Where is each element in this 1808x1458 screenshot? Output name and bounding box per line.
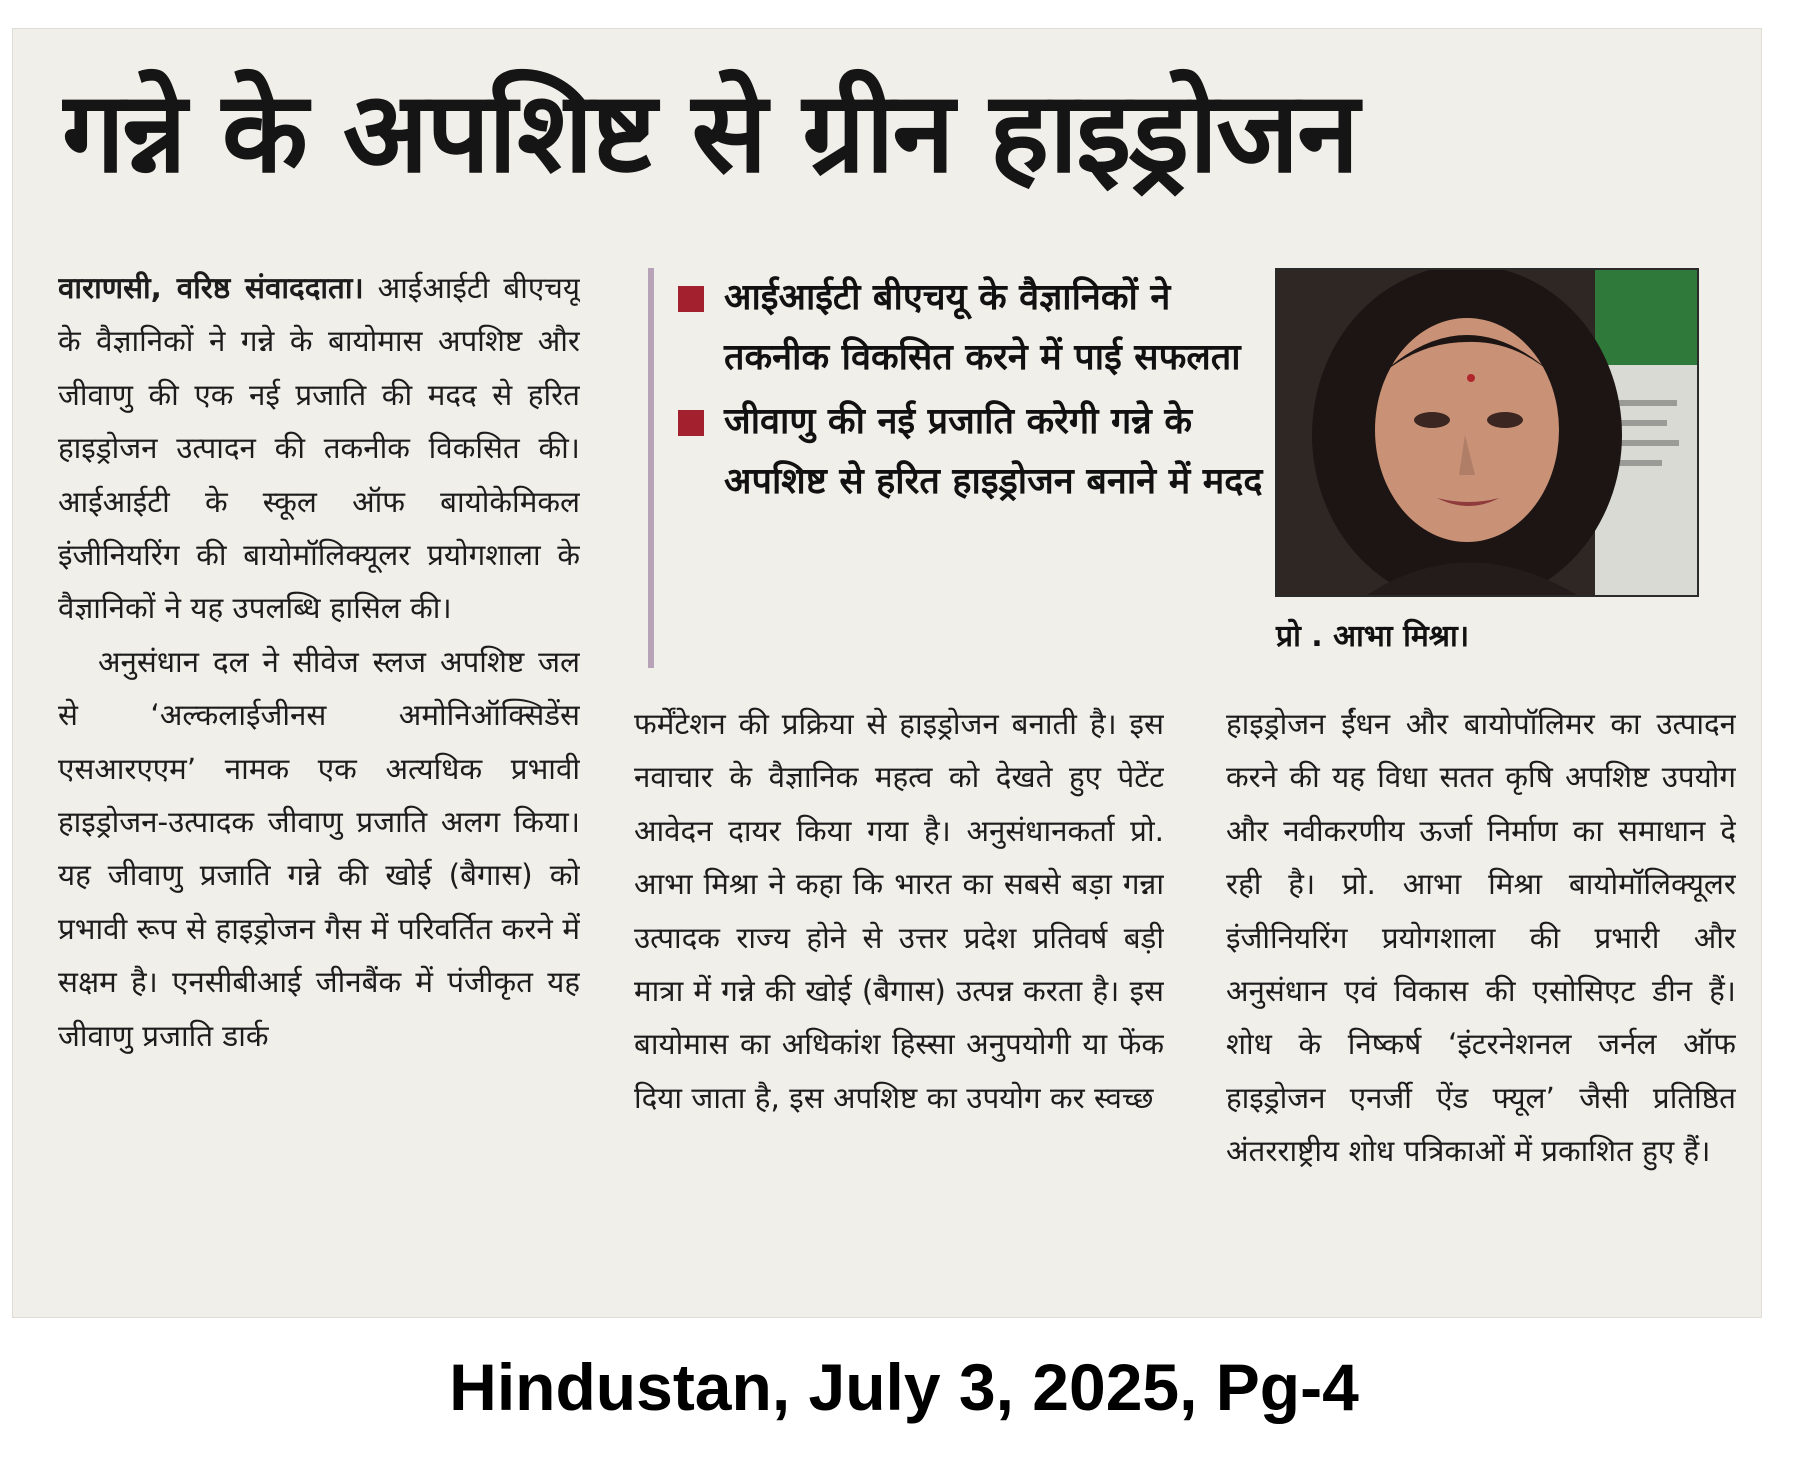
- highlight-text: जीवाणु की नई प्रजाति करेगी गन्ने के अपशिष्ट से हरित हाइड्रोजन बनाने में मदद: [724, 401, 1263, 502]
- article-column-3: हाइड्रोजन ईंधन और बायोपॉलिमर का उत्पादन करने की यह विधा सतत कृषि अपशिष्ट उपयोग और नवीकरणीय ऊर्जा निर्माण का समाधान दे रही है। प्रो. आभा मिश्रा बायोमॉलिक्यूलर इंजीनियरिंग प्रयोगशाला की प्रभारी और अनुसंधान एवं विकास की एसोसिएट डीन हैं। शोध के निष्कर्ष ‘इंटरनेशनल जर्नल ऑफ हाइड्रोजन एनर्जी ऐंड फ्यूल’ जैसी प्रतिष्ठित अंतरराष्ट्रीय शोध पत्रिकाओं में प्रकाशित हुए हैं।: [1226, 707, 1736, 1169]
- portrait-photo: [1275, 268, 1699, 597]
- article-column-2: फर्मेंटेशन की प्रक्रिया से हाइड्रोजन बनाती है। इस नवाचार के वैज्ञानिक महत्व को देखते हुए पेटेंट आवेदन दायर किया गया है। अनुसंधानकर्ता प्रो. आभा मिश्रा ने कहा कि भारत का सबसे बड़ा गन्ना उत्पादक राज्य होने से उत्तर प्रदेश प्रतिवर्ष बड़ी मात्रा में गन्ने की खोई (बैगास) उत्पन्न करता है। इस बायोमास का अधिकांश हिस्सा अनुपयोगी या फेंक दिया जाता है, इस अपशिष्ट का उपयोग कर स्वच्छ: [634, 707, 1164, 1115]
- highlight-text: आईआईटी बीएचयू के वैज्ञानिकों ने तकनीक विकसित करने में पाई सफलता: [724, 277, 1241, 378]
- paragraph-2: अनुसंधान दल ने सीवेज स्लज अपशिष्ट जल से ‘अल्कलाईजीनस अमोनिऑक्सिडेंस एसआरएएम’ नामक एक अत्यधिक प्रभावी हाइड्रोजन-उत्पादक जीवाणु प्रजाति अलग किया। यह जीवाणु प्रजाति गन्ने की खोई (बैगास) को प्रभावी रूप से हाइड्रोजन गैस में परिवर्तित करने में सक्षम है। एनसीबीआई जीनबैंक में पंजीकृत यह जीवाणु प्रजाति डार्क: [58, 644, 580, 1053]
- dateline: वाराणसी, वरिष्ठ संवाददाता।: [58, 271, 364, 305]
- paragraph-1: आईआईटी बीएचयू के वैज्ञानिकों ने गन्ने के बायोमास अपशिष्ट और जीवाणु की एक नई प्रजाति की मदद से हरित हाइड्रोजन उत्पादन की तकनीक विकसित की। आईआईटी के स्कूल ऑफ बायोकेमिकल इंजीनियरिंग की बायोमॉलिक्यूलर प्रयोगशाला के वैज्ञानिकों ने यह उपलब्धि हासिल की।: [58, 271, 580, 626]
- headline: गन्ने के अपशिष्ट से ग्रीन हाइड्रोजन: [62, 68, 1358, 198]
- square-bullet-icon: [678, 410, 704, 436]
- photo-caption: प्रो . आभा मिश्रा।: [1276, 619, 1470, 654]
- source-citation: Hindustan, July 3, 2025, Pg-4: [449, 1350, 1359, 1424]
- portrait-image: [1277, 270, 1697, 595]
- highlights-box: [648, 268, 1278, 668]
- highlight-item: [678, 392, 1278, 512]
- highlight-item: [678, 268, 1278, 388]
- article-column-1: [58, 262, 580, 1322]
- square-bullet-icon: [678, 286, 704, 312]
